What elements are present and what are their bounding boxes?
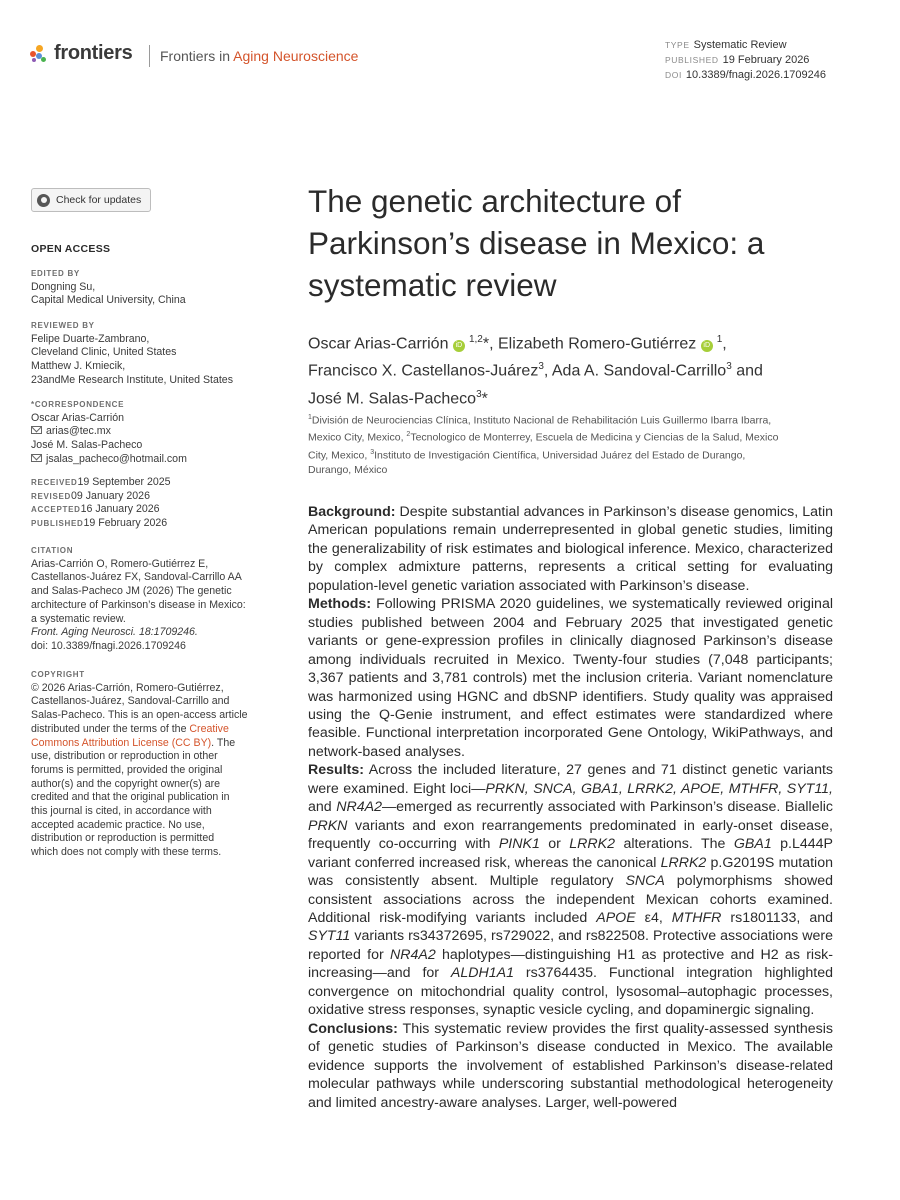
copyright-line: Castellanos-Juárez, Sandoval-Carrillo and bbox=[31, 695, 230, 708]
correspondent-email[interactable] bbox=[31, 453, 271, 467]
copyright-line bbox=[31, 737, 271, 751]
abstract-methods bbox=[308, 595, 833, 761]
dates-section bbox=[31, 476, 271, 531]
orcid-icon[interactable]: iD bbox=[701, 340, 713, 352]
citation-line: Castellanos-Juárez FX, Sandoval-Carrillo AA bbox=[31, 571, 242, 584]
license-link[interactable]: Creative bbox=[189, 722, 229, 735]
copyright-line: distribution or reproduction is permitted bbox=[31, 832, 215, 845]
author-mark: *, bbox=[482, 335, 498, 353]
author-affil-sup: 3 bbox=[476, 388, 482, 400]
gene-name: GBA1 bbox=[733, 836, 772, 853]
citation-line: architecture of Parkinson’s disease in Mexico: bbox=[31, 598, 246, 611]
abstract-text: and bbox=[308, 799, 337, 816]
email-text: jsalas_pacheco@hotmail.com bbox=[46, 452, 187, 465]
gene-list: PRKN, SNCA, GBA1, LRRK2, APOE, MTHFR, SYT11, bbox=[485, 780, 833, 797]
header-divider bbox=[149, 45, 150, 67]
abstract-text: rs3764435. Functional integration highlighted convergence on mitochondrial quality control, lysosomal–autophagic processes, oxidative stress responses, synaptic vesicle cycling, and dopaminergic signaling. bbox=[308, 965, 834, 1019]
accepted-date bbox=[31, 503, 271, 517]
journal-accent: Aging Neuroscience bbox=[233, 48, 359, 64]
citation-journal: Front. Aging Neurosci. 18:1709246. bbox=[31, 626, 198, 639]
affiliation-text: City, Mexico, bbox=[308, 449, 371, 462]
author-affil-sup: 1,2 bbox=[468, 334, 483, 345]
copyright-text: distributed under the terms of the bbox=[31, 722, 190, 735]
abstract-text: ε4, bbox=[635, 909, 672, 926]
author-line bbox=[308, 328, 868, 355]
abstract-text: polymorphisms showed consistent associations across the independent Mexican cohorts examined. Additional risk-modifying variants included bbox=[308, 873, 834, 926]
editor-name: Dongning Su, bbox=[31, 280, 96, 293]
meta-type-label: TYPE bbox=[665, 40, 690, 50]
email-icon bbox=[31, 454, 42, 462]
reviewer-name: Matthew J. Kmiecik, bbox=[31, 360, 126, 373]
affiliation-text: Mexico City, Mexico, bbox=[308, 431, 407, 444]
affiliation-line: $^1$División de Neurociencias Clínica, Instituto Nacional de Rehabilitación Luis Guillermo Ibarra Ibarra, bbox=[308, 414, 772, 427]
affiliation-line: Durango, México bbox=[308, 463, 388, 476]
gene-name: NR4A2 bbox=[389, 946, 436, 963]
abstract-text: p.L444P variant conferred increased risk, whereas the canonical bbox=[308, 836, 833, 871]
correspondence-label: *CORRESPONDENCE bbox=[31, 400, 125, 409]
meta-published-value: 19 February 2026 bbox=[722, 54, 810, 66]
abstract-heading: Background: bbox=[308, 504, 396, 520]
received-label: RECEIVED bbox=[31, 478, 78, 487]
citation-section bbox=[31, 544, 271, 654]
author-name[interactable]: José M. Salas-Pacheco bbox=[308, 389, 477, 407]
abstract-text: Across the included literature, 27 genes and 71 distinct genetic variants were examined. Eight loci— bbox=[308, 762, 833, 797]
author-name[interactable]: Francisco X. Castellanos-Juárez bbox=[308, 362, 539, 380]
abstract bbox=[308, 503, 833, 1112]
meta-doi bbox=[665, 68, 826, 83]
author-list bbox=[308, 328, 868, 410]
open-access-label: OPEN ACCESS bbox=[31, 243, 111, 255]
email-text: arias@tec.mx bbox=[46, 425, 111, 438]
revised-date bbox=[31, 490, 271, 504]
title-line: The genetic architecture of bbox=[308, 183, 681, 219]
abstract-text: variants and exon rearrangements predominated in early-onset disease, frequently co-occurring with bbox=[308, 817, 833, 853]
citation-line: and Salas-Pacheco JM (2026) The genetic bbox=[31, 585, 232, 598]
received-value: 19 September 2025 bbox=[77, 476, 171, 488]
abstract-text: This systematic review provides the first quality-assessed synthesis of genetic studies of Parkinson’s disease conducted in Mexico. The available evidence supports the involvement of established Parkinson’s disease-related molecular pathways while underscoring substantial methodological heterogeneity and limited ancestry-aware analyses. Larger, well-powered bbox=[308, 1020, 833, 1111]
meta-type bbox=[665, 38, 826, 53]
license-link[interactable]: Commons Attribution License (CC BY) bbox=[31, 736, 212, 749]
author-line bbox=[308, 383, 868, 410]
meta-published bbox=[665, 53, 826, 68]
abstract-text: alterations. The bbox=[615, 836, 734, 853]
received-date bbox=[31, 476, 271, 490]
abstract-text: Following PRISMA 2020 guidelines, we systematically reviewed original studies published between 2004 and February 2025 that investigated genetic variants or gene-expression profiles in clinically diagnosed Parkinson’s disease among individuals recruited in Mexico. Twenty-four studies (7,048 participants; 3,367 patients and 3,781 controls) met the inclusion criteria. Variant nomenclature was harmonized using HGNC and dbSNP identifiers. Study quality was appraised using the Q-Genie instrument, and effect estimates were standardized where feasible. Functional interpretation incorporated Gene Ontology, WikiPathways, and network-based analyses. bbox=[308, 596, 833, 760]
affiliation-text: Tecnologico de Monterrey, Escuela de Medicina y Ciencias de la Salud, Mexico bbox=[410, 431, 779, 444]
author-affil-sup: 3 bbox=[538, 361, 544, 373]
author-affil-sup: 1 bbox=[716, 334, 723, 345]
journal-prefix: Frontiers in bbox=[160, 48, 234, 64]
meta-doi-value[interactable]: 10.3389/fnagi.2026.1709246 bbox=[685, 69, 826, 81]
revised-label: REVISED bbox=[31, 491, 72, 501]
published-label: PUBLISHED bbox=[31, 519, 84, 529]
copyright-line: this journal is cited, in accordance with bbox=[31, 805, 212, 818]
abstract-background bbox=[308, 503, 833, 595]
article-meta bbox=[665, 38, 826, 83]
affiliations bbox=[308, 411, 808, 478]
copyright-section bbox=[31, 668, 271, 860]
abstract-text: Despite substantial advances in Parkinson’s disease genomics, Latin American populations remain underrepresented in global genetic studies, limiting the generalizability of risk estimates and biological inference. Mexico, characterized by complex admixture patterns, represents a critical setting for evaluating population-level genetic variation associated with Parkinson’s disease. bbox=[308, 504, 833, 594]
copyright-line bbox=[31, 723, 271, 737]
gene-name: ALDH1A1 bbox=[450, 965, 515, 982]
abstract-text: haplotypes—distinguishing H1 as protective and H2 as risk-increasing—and for bbox=[308, 946, 833, 982]
citation-doi[interactable]: doi: 10.3389/fnagi.2026.1709246 bbox=[31, 639, 186, 652]
copyright-line: accepted academic practice. No use, bbox=[31, 818, 205, 831]
abstract-conclusions bbox=[308, 1020, 833, 1112]
article-title bbox=[308, 180, 868, 306]
email-icon bbox=[31, 426, 42, 434]
correspondent-name: José M. Salas-Pacheco bbox=[31, 439, 143, 452]
accepted-label: ACCEPTED bbox=[31, 505, 81, 515]
copyright-line: credited and that the original publication in bbox=[31, 791, 230, 804]
reviewer-name: Felipe Duarte-Zambrano, bbox=[31, 332, 150, 345]
meta-doi-label: DOI bbox=[665, 70, 682, 80]
copyright-line: © 2026 Arias-Carrión, Romero-Gutiérrez, bbox=[31, 681, 224, 694]
copyright-line: forums is permitted, provided the original bbox=[31, 763, 223, 776]
meta-type-value: Systematic Review bbox=[693, 39, 787, 51]
gene-name: PRKN bbox=[308, 817, 348, 834]
check-for-updates-button[interactable] bbox=[31, 188, 151, 212]
brand-name: frontiers bbox=[54, 42, 133, 64]
gene-name: PINK1 bbox=[498, 836, 540, 853]
abstract-text: variants rs34372695, rs729022, and rs822508. Protective associations were reported for bbox=[308, 928, 833, 963]
accepted-value: 16 January 2026 bbox=[80, 503, 160, 516]
edited-by-label: EDITED BY bbox=[31, 269, 80, 278]
copyright-line: which does not comply with these terms. bbox=[31, 846, 222, 859]
abstract-results bbox=[308, 761, 833, 1019]
check-updates-label: Check for updates bbox=[56, 194, 142, 206]
update-icon bbox=[37, 194, 50, 207]
copyright-text: . The bbox=[211, 736, 236, 749]
correspondent-name: Oscar Arias-Carrión bbox=[31, 411, 125, 424]
copyright-line: Salas-Pacheco. This is an open-access article bbox=[31, 709, 248, 722]
abstract-heading: Methods: bbox=[308, 596, 372, 613]
gene-name: LRRK2 bbox=[569, 836, 616, 853]
affiliation-text: Instituto de Investigación Científica, Universidad Juárez del Estado de Durango, bbox=[374, 449, 746, 462]
reviewer-affiliation: Cleveland Clinic, United States bbox=[31, 346, 177, 359]
gene-name: SYT11 bbox=[308, 928, 351, 945]
author-line bbox=[308, 355, 868, 382]
title-line: Parkinson’s disease in Mexico: a bbox=[308, 225, 765, 261]
published-date bbox=[31, 517, 271, 531]
author-name[interactable]: Oscar Arias-Carrión bbox=[308, 335, 449, 353]
affiliation-line: City, Mexico, $^3$Instituto de Investigación Científica, Universidad Juárez del Estado de Durango, bbox=[308, 448, 746, 462]
author-sep: and bbox=[731, 362, 763, 380]
gene-name: LRRK2 bbox=[660, 854, 707, 871]
frontiers-logo-icon bbox=[30, 43, 48, 65]
author-sep: , bbox=[722, 335, 727, 353]
reviewer-affiliation: 23andMe Research Institute, United States bbox=[31, 373, 233, 386]
author-affil-sup: 3 bbox=[726, 361, 732, 373]
copyright-line: use, distribution or reproduction in other bbox=[31, 750, 218, 763]
editor-affiliation: Capital Medical University, China bbox=[31, 294, 186, 307]
copyright-line: author(s) and the copyright owner(s) are bbox=[31, 777, 221, 790]
revised-value: 09 January 2026 bbox=[71, 489, 150, 502]
published-value: 19 February 2026 bbox=[83, 517, 168, 530]
author-name[interactable]: Elizabeth Romero-Gutiérrez bbox=[497, 335, 697, 353]
reviewed-by-label: REVIEWED BY bbox=[31, 321, 95, 330]
copyright-label: COPYRIGHT bbox=[31, 670, 85, 679]
meta-published-label: PUBLISHED bbox=[665, 55, 719, 65]
affiliation-line: Mexico City, Mexico, $^2$Tecnologico de Monterrey, Escuela de Medicina y Ciencias de la Salud, Mexico bbox=[308, 431, 779, 444]
gene-name: SNCA bbox=[625, 873, 665, 890]
title-line: systematic review bbox=[308, 267, 557, 303]
author-name[interactable]: , Ada A. Sandoval-Carrillo bbox=[543, 362, 727, 380]
author-mark: * bbox=[481, 389, 488, 407]
abstract-heading: Conclusions: bbox=[308, 1020, 398, 1037]
abstract-text: —emerged as recurrently associated with Parkinson’s disease. Biallelic bbox=[381, 799, 833, 816]
orcid-icon[interactable]: iD bbox=[453, 340, 465, 352]
abstract-text: p.G2019S mutation was consistently absent. Multiple regulatory bbox=[308, 854, 833, 890]
affiliation-text: División de Neurociencias Clínica, Instituto Nacional de Rehabilitación Luis Guillermo Ibarra Ibarra, bbox=[311, 414, 772, 427]
reviewed-by-section bbox=[31, 319, 271, 388]
edited-by-section bbox=[31, 267, 271, 308]
abstract-text: or bbox=[539, 836, 570, 853]
gene-name: NR4A2 bbox=[336, 799, 382, 816]
frontiers-logo[interactable] bbox=[30, 42, 132, 65]
gene-name: APOE bbox=[596, 909, 636, 926]
journal-name[interactable] bbox=[160, 48, 358, 64]
citation-label: CITATION bbox=[31, 546, 74, 555]
correspondence-section bbox=[31, 398, 271, 467]
abstract-heading: Results: bbox=[308, 762, 364, 779]
correspondent-email[interactable] bbox=[31, 425, 271, 439]
abstract-text: rs1801133, and bbox=[721, 909, 833, 926]
citation-line: Arias-Carrión O, Romero-Gutiérrez E, bbox=[31, 557, 209, 570]
citation-line: a systematic review. bbox=[31, 612, 126, 625]
gene-name: MTHFR bbox=[671, 909, 722, 926]
